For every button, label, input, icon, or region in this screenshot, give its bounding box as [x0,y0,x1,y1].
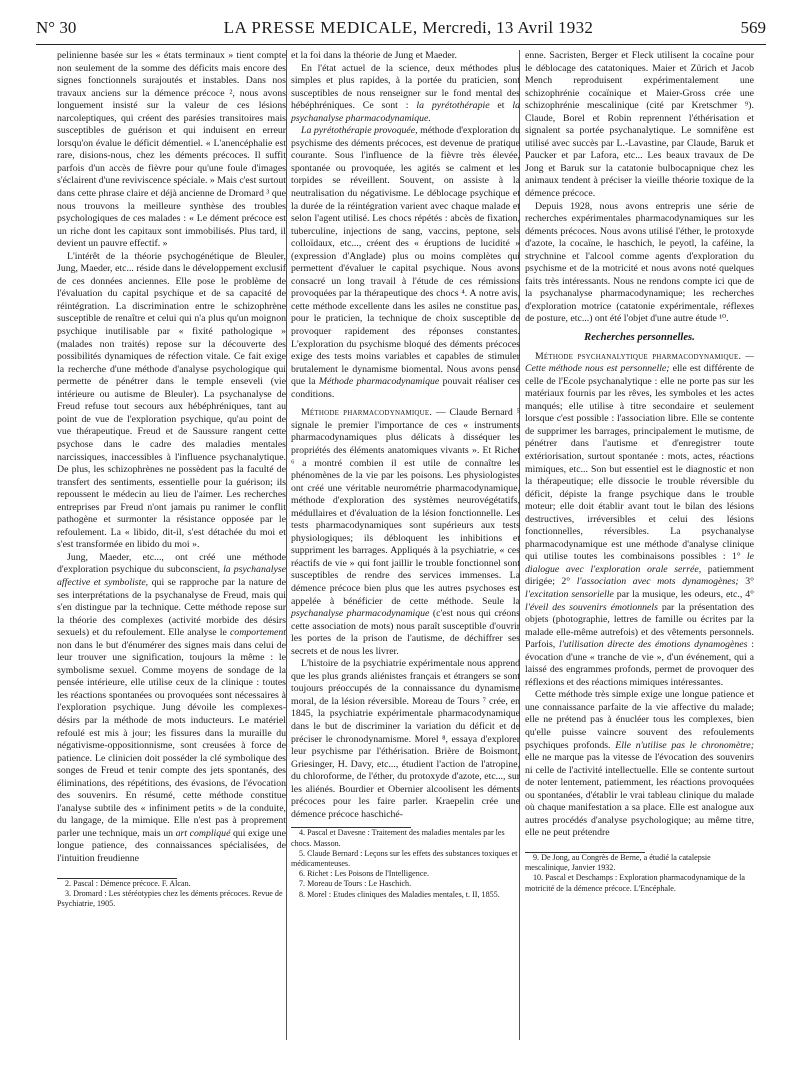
footnote-4: 4. Pascal et Davesne : Traitement des maladies mentales par les chocs. Masson. [291,828,505,848]
emphasis: comportement [229,627,286,639]
text: et [497,100,505,112]
paragraph [291,407,520,658]
paragraph [291,63,520,126]
footnote-9: 9. De Jong, au Congrès de Berne, a étudié la catalepsie mescalinique, Janvier 1932. [525,852,711,873]
text: elle ne marque pas la vitesse de l'évocation des souvenirs ni celle de l'activité intellectuelle. Elle se contente surtout de noter lentement, patiemment, les réactions provoquées ou spontanées, d'établir le vrai tableau clinique du malade où chaque manifestation a sa place. Elle est analogue aux autres procédés d'analyse psychologique; au même titre, elle ne peut prétendre [525,752,754,839]
emphasis: Elle n'utilise pas le chronomètre; [615,739,754,751]
text: : évocation d'une « tranche de vie », d'un événement, qui a laissé des engrammes profonds, permet de provoquer des réflexions et des réactions mimiques intéressantes. [525,639,755,688]
paragraph: Depuis 1928, nous avons entrepris une série de recherches expérimentales pharmacodynamiques sur les déments précoces. Nous avons utilisé l'éther, le protoxyde d'azote, la cocaïne, le haschich, le peyotl, la caféine, la strychnine et l'alcool comme agents d'exploration du psychisme et de la motricité et nous avons noté quelques faits très intéressants. Nous ne rendons compte ici que de la psychanalyse pharmacodynamique; les recherches d'exploration motrice (catatonie expérimentale, réflexes de posture, etc...) ont été l'objet d'une autre étude ¹⁰. [525,200,754,325]
text: Jung, Maeder, etc..., ont créé une méthode d'exploration psychique du subconscient, [57,551,286,576]
emphasis: l'éveil des souvenirs émotionnels [525,601,658,613]
section-label: Méthode psychanalytique pharmacodynamique. [535,350,742,362]
emphasis: La pyrétothérapie provoquée, [301,125,418,137]
emphasis: la psychanalyse pharmacodynamique. [291,100,520,124]
paragraph: et la foi dans la théorie de Jung et Maeder. [291,50,457,61]
section-label: Méthode pharmacodynamique. [301,407,433,419]
footnotes [525,853,754,894]
paragraph [525,689,754,840]
emphasis: l'association avec mots dynamogènes; [576,576,739,588]
text: méthode d'exploration du psychisme des déments précoces, est devenue de pratique courante. Sous l'influence de la fièvre très élevée, spontanée ou provoquée, les agités se calment et les torpides se réveillent. Souvent, on assiste à la neutralisation du négativisme. Le déblocage psychique et la durée de la réintégration varient avec chaque malade et selon l'agent utilisé. Les chocs répétés : abcès de fixation, tuberculine, injections de sang, vaccins, peptone, sels colloïdaux, etc..., créent des « éruptions de lucidité » (expression d'Anglade) plus ou moins complètes qui permettent d'évaluer le capital psychique. Nous avons consacré un long travail à l'étude de ces rémissions provoquées par la thérapeutique des chocs ⁴. A notre avis, cette méthode excellente dans les asiles ne constitue pas, pour le praticien, la technique de choix susceptible de provoquer rapidement des réponses constantes. L'exploration du psychisme bloqué des déments précoces exige des tests moins variables et capables de stimuler brutalement le dynamisme biomental. Nous avons pensé que la [291,125,520,388]
text: 3° [745,576,755,588]
footnote-6: 6. Richet : Les Poisons de l'Intelligence. [299,869,430,879]
column-3 [525,50,754,894]
text: par la présentation des objets (photographie, lettres de famille ou écrites par la malade elle-même autrefois) et des vêtements personnels. Parfois, [525,601,754,651]
journal-title [224,18,594,38]
paragraph: L'histoire de la psychiatrie expérimentale nous apprend que les plus grands aliénistes français et étrangers se sont toujours préoccupés de la connaissance du dynamisme moral, de la lésion réversible. Moreau de Tours ⁷ crée, en 1845, la psychiatrie expérimentale pharmacodynamique dans le but de discriminer la variation du déficit et de préciser le chronodynamisme. Morel ⁸, essaya d'explorer leur psychisme par l'éthérisation. Brière de Boismont, Griesinger, H. Davy, etc..., étudient l'action de l'atropine, du chloroforme, de l'éther, du protoxyde d'azote, etc..., sur les aliénés. Bourdier et Obernier alcoolisent les déments précoces pour les faire parler. Kraepelin crée une démence précoce haschiché- [291,658,520,820]
emphasis: le dialogue avec l'exploration orale serrée, [525,551,754,575]
text: pouvait réaliser ces conditions. [291,376,520,400]
footnote-7: 7. Moreau de Tours : Le Haschich. [299,879,412,889]
emphasis: l'utilisation directe des émotions dynamogènes [559,639,748,651]
paragraph [57,552,286,866]
text: par la musique, les odeurs, etc., 4° [616,588,755,600]
issue-number: N° 30 [36,18,77,37]
footnote-5: 5. Claude Bernard : Leçons sur les effets des substances toxiques et médicamenteuses. [291,848,518,868]
publication-name: LA PRESSE MEDICALE, [223,18,418,37]
text: elle est différente de celle de l'Ecole psychanalytique : elle ne porte pas sur les matériaux fournis par les rêves, les symboles et les actes manqués; elle utilise à titre secondaire et seulement lorsque c'est possible : l'association libre. Elle se contente de supprimer les barrages, principalement le mutisme, de pénétrer dans l'autisme et d'enregistrer toute extériorisation, surtout spontanée : mots, actes, réactions mimiques, etc... Son but essentiel est le diagnostic et non la thérapeutique; elle dissocie le trouble réversible du déficit, dépiste la frange psychique dans le trouble moteur; elle doit établir avant tout le bilan des lésions destructives, irréversibles et celui des lésions fonctionnelles, réversibles. La psychanalyse pharmacodynamique est une méthode d'analyse clinique qui utilise toutes les combinaisons possibles : 1° [525,363,754,563]
page-number: 569 [740,18,766,37]
text: qui exige une longue patience, des connaissances spécialisées, de l'intuition freudienne [57,827,286,864]
emphasis: la pyrétothérapie [416,100,490,112]
emphasis: l'excitation sensorielle [525,588,614,600]
footnote-10: 10. Pascal et Deschamps : Exploration pharmacodynamique de la motricité de la démence précoce. L'Encéphale. [525,873,745,893]
header-rule [36,44,766,45]
text: , qui se rapproche par la nature de ses interprétations de la psychanalyse de Freud, mais qui s'en distingue par la technique. Cette méthode repose sur la théorie des complexes (activité morbide des désirs sexuels) et du refoulement. Elle analyse le [57,576,286,639]
paragraph: enne. Sacristen, Berger et Fleck utilisent la cocaïne pour le déblocage des catatoniques. Maier et Zürich et Jacob Mench reproduisent expérimentalement une schizophrénie cocaïnique et Maier-Gross crée une schizophrénie mescalinique (cité par Kretschmer ⁹). Claude, Borel et Robin reprennent l'éthérisation et signalent sa portée psychanalytique. Le somnifène est utilisé avec succès par L.-Lavastine, par Claude, Baruk et Paucker et par Lafora, etc... Les beaux travaux de De Jong et Baruk sur la catatonie bulbocapnique chez les animaux tendent à préciser la vieille théorie toxique de la démence précoce. [525,50,754,200]
text: En l'état actuel de la science, deux méthodes plus simples et plus rapides, à la portée du praticien, sont susceptibles de nous renseigner sur le fond mental des hébéphréniques. Ce sont : [291,62,520,112]
column-2 [291,50,520,900]
text: non dans le but d'énumérer des signes mais dans celui de leur trouver une signification, toujours la même : le symbolisme sexuel. Comme moyens de sondage de la pensée intérieure, elle utilise ceux de la clinique : toutes les réactions spontanées ou provoquées sont nécessaires à l'exploration psychique. Jung dévoile les complexes-désirs par la méthode de mots inducteurs. Le matériel refoulé est mis à jour; les fissures dans la muraille du négativisme-oppositionnisme, sont creusées à force de patience. Le clinicien doit posséder la clé symbolique des songes de Freud et tenir compte des jets spontanés, des éliminations, des répétitions, des évasions, de l'évocation des souvenirs. En résumé, cette méthode constitue l'analyse subtile des « infiniment petits » de la conduite, du langage, de la mimique. Elle n'est pas à proprement parler une technique, mais un [57,639,286,839]
text: Cette méthode très simple exige une longue patience et une connaissance parfaite de la vie affective du malade; elle ne prétend pas à énucléer tous les complexes, bien qu'elle puisse vaincre souvent des refoulements psychiques profonds. [525,689,754,751]
emphasis: la psychanalyse affective et symboliste [57,564,286,588]
paragraph: pelinienne basée sur les « états terminaux » tient compte non seulement de la somme des déficits mais encore des signes fonctionnels surajoutés et instables. Dans nos travaux anciens sur la démence précoce ², nous avons longuement insisté sur la valeur de ces lésions narcoleptiques, qui créent des parésies transitoires mais susceptibles de guérison et qui induisent en erreur lorsqu'on évalue le déficit démentiel. « L'anencéphalie est rare, disions-nous, chez les déments précoces. Il suffit parfois d'un accès de fièvre pour qu'une foule d'images s'éclairent d'une reviviscence spéciale. » Mais c'est surtout dans cette phrase claire et déjà ancienne de Dromard ³ que nous trouvons la meilleure synthèse des troubles psychologiques de ces malades : « Le dément précoce est un riche dont les capitaux sont immobilisés. Plus tard, il devient un pauvre effectif. » [57,50,286,250]
footnote-8: 8. Morel : Etudes cliniques des Maladies mentales, t. II, 1855. [299,889,500,899]
emphasis: — Cette méthode nous est personnelle; [525,350,754,375]
emphasis: art compliqué [175,827,231,839]
paragraph: L'intérêt de la théorie psychogénétique de Bleuler, Jung, Maeder, etc... réside dans le développement exclusif de ces données anciennes. Elle pose le problème de l'évaluation du capital psychique et de sa capacité de réintégration. La discrimination entre le schizophrène susceptible de renaître et celui qui n'a plus qu'un moignon psychique inutilisable par « fixité pathologique » (malades non traités) repose sur la découverte des possibilités dynamiques de réfection vitale. Ce fait exige la recherche d'une méthode d'analyse psychologique qui permette de pénétrer dans le temple enseveli (vie intérieure ou autisme de Bleuler). La psychanalyse de Freud refuse tout secours aux hébéphréniques, tant au point de vue de l'exploration psychique, qu'au point de vue thérapeutique. Freud et de Saussure rangent cette psychose dans le cadre des maladies mentales narcissiques, inaccessibles à l'influence psychanalytique. De plus, les schizophrènes ne possèdent pas la faculté de transfert des sentiments, essentielle pour la guérison; ils repoussent le médecin au lieu de l'aimer. Les recherches entreprises par Freud n'ont jamais pu ranimer le conflit pathogène et surmonter la résistance opposée par le refoulement. La « libido, dit-il, s'est détachée du moi et s'est transformée en libido du moi ». [57,250,286,551]
text: (c'est nous qui créons cette association de mots) nous paraît susceptible d'ouvrir les portes de la prison de l'autisme, de déchiffrer ses secrets et de nous les livrer. [291,608,520,657]
column-1 [57,50,286,909]
column-divider-1 [286,50,287,1040]
section-heading: Recherches personnelles. [584,332,695,344]
text: patiemment dirigée; 2° [525,563,755,588]
emphasis: psychanalyse pharmacodynamique [291,608,430,620]
issue-date: Mercredi, 13 Avril 1932 [422,18,594,37]
footnote-3: 3. Dromard : Les stéréotypies chez les déments précoces. Revue de Psychiatrie, 1905. [57,888,283,908]
footnotes [57,879,286,910]
footnote-2: 2. Pascal : Démence précoce. F. Alcan. [65,878,191,888]
text: — Claude Bernard ⁵ signale le premier l'importance de ces « instruments pharmacodynamiques plus délicats à disséquer les propriétés des éléments anatomiques vivants ». Et Richet ⁶ a montré combien il est utile de connaître les phénomènes de la vie par les poisons. Les physiologistes ont créé une véritable neurométrie pharmacodynamique, méthode d'exploration des systèmes neurovégétatifs, médullaires et d'évaluation de la lésion fonctionnelle. Les tests pharmacodynamiques sont supérieurs aux tests physiologiques; ils débloquent les inhibitions et suppriment les barrages. Appliqués à la psychiatrie, « ces réactifs de vie » qui font jaillir le trouble fonctionnel sont susceptibles de rendre des services immenses. La démence précoce bien plus que les autres psychoses est appelée à bénéficier de cette méthode. Seule la [291,407,520,607]
paragraph [291,125,520,401]
emphasis: Méthode pharmacodynamique [318,376,440,388]
page-header [36,18,766,40]
footnotes [291,828,520,899]
paragraph [525,351,754,690]
